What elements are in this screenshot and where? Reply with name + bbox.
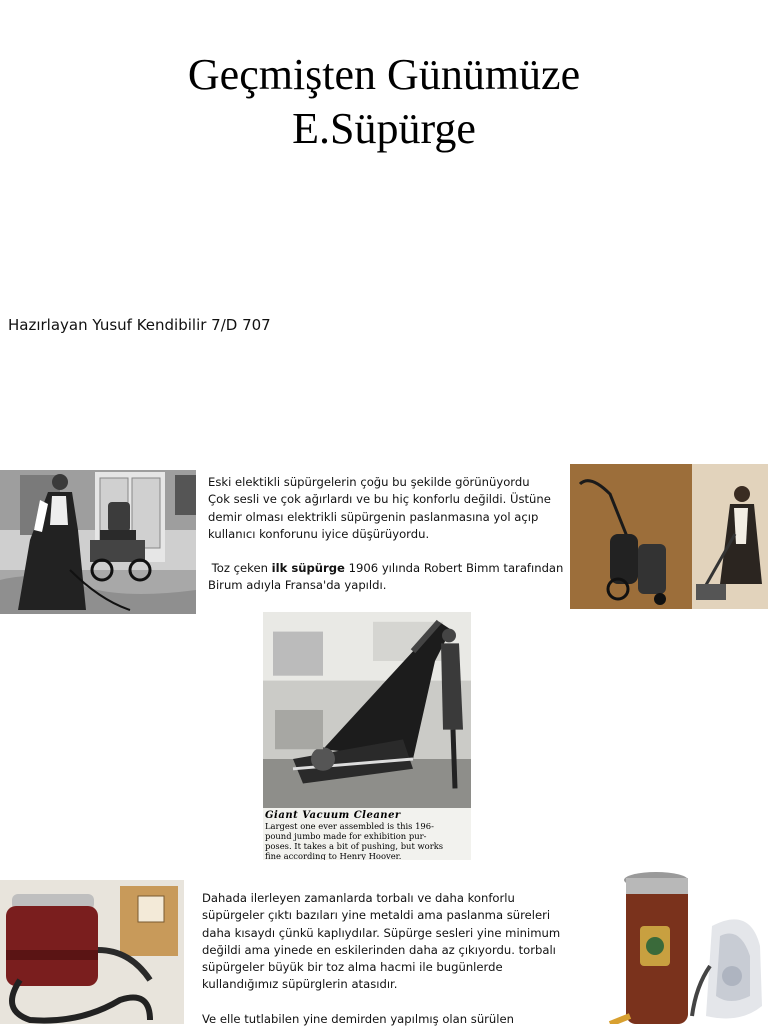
photo-red-canister-vacuum [0,880,184,1024]
title-line-1: Geçmişten Günümüze [187,50,581,99]
section-1-line: demir olması elektrikli süpürgenin paslanmasına yol açıp [208,509,539,524]
section-2-line: süpürgeler büyük bir toz alma hacmi ile bugünlerde [202,960,503,975]
first-vacuum-fact [208,560,563,577]
section-2-line: daha kısaydı çünkü kaplıydılar. Süpürge sesleri yine minimum [202,925,561,940]
section-1-line: kullanıcı konforunu iyice düşürüyordu. [208,526,430,541]
fact-bold: ilk süpürge [271,561,345,576]
photo-sepia-vintage-vacuums [570,464,768,609]
clipping-heading: Giant Vacuum Cleaner [265,810,401,821]
section-2-line: süpürgeler çıktı bazıları yine metaldi ama paslanma süreleri [202,908,551,923]
section-2-line: kullandığımız süpürglerin atasıdır. [202,977,398,992]
section-1-line: Çok sesli ve çok ağırlardı ve bu hiç konforlu değildi. Üstüne [208,492,551,507]
clipping-line: fine according to Henry Hoover. [265,851,402,860]
slide-title [0,48,768,156]
photo-copper-and-modern-vacuum [600,866,768,1024]
photo-giant-vacuum-clipping [263,612,471,860]
photo-maid-early-vacuum [0,470,196,614]
clipping-line: poses. It takes a bit of pushing, but works [265,841,444,851]
section-1-line: Eski elektikli süpürgelerin çoğu bu şekilde görünüyordu [208,475,530,489]
clipping-line: Largest one ever assembled is this 196- [265,821,434,831]
section-2-line: Dahada ilerleyen zamanlarda torbalı ve daha konforlu [202,891,515,905]
clipping-line: pound jumbo made for exhibition pur- [265,831,427,841]
fact-post: 1906 yılında Robert Bimm tarafından [344,561,564,576]
first-vacuum-fact-line-2: Birum adıyla Fransa'da yapıldı. [208,578,387,593]
title-line-2: E.Süpürge [292,104,476,153]
author-line: Hazırlayan Yusuf Kendibilir 7/D 707 [8,316,271,334]
fact-pre: Toz çeken [208,561,272,576]
section-2-text [202,890,572,1028]
section-2-line: Ve elle tutlabilen yine demirden yapılmış olan sürülen [202,1011,514,1026]
section-2-line: değildi ama yinede en eskilerinden daha az çıkıyordu. torbalı [202,942,556,957]
section-1-text [208,474,563,595]
